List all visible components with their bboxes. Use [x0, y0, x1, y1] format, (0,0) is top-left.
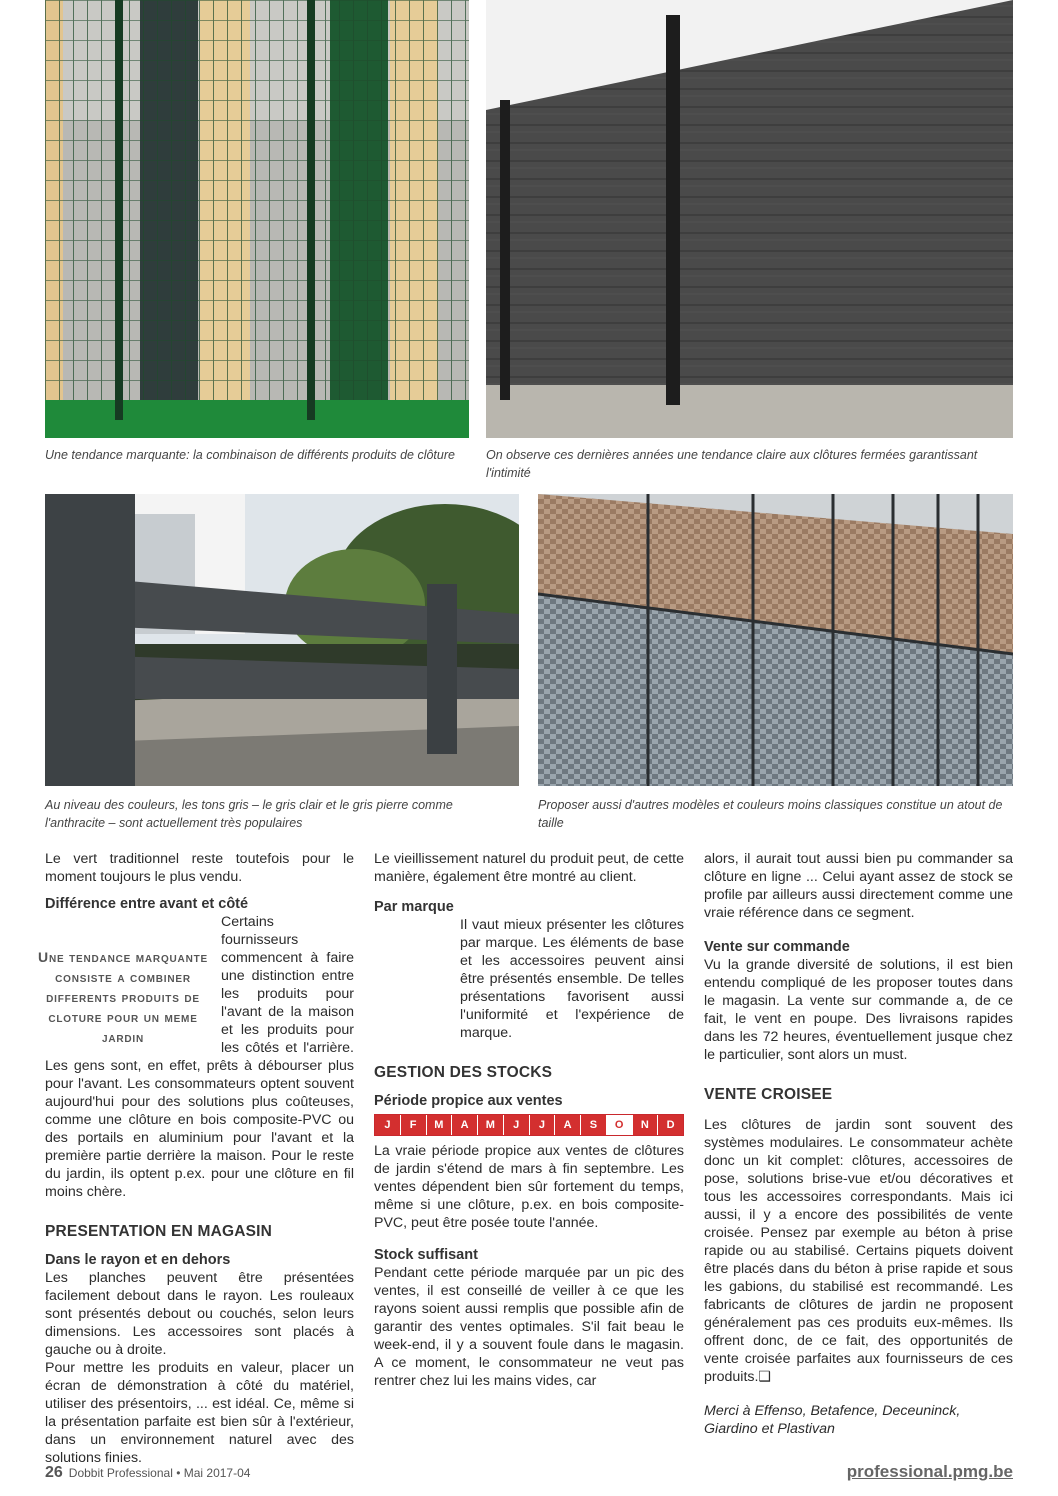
paragraph [704, 1116, 1013, 1386]
paragraph: Certains fournisseurs commencent à faire une distinction entre les produits pour l'avant de la maison et les produits pour les côtés et l'arrière. Les gens sont, en effet, prêts à débourser plus pour l'avant. Les consommateurs optent souvent aujourd'hui pour des solutions plus coûteuses, comme une clôture en bois composite-PVC ou des portails en aluminium pour l'avant et la première partie derrière la maison. Pour le reste du jardin, ils optent p.ex. pour une clôture en fil moins chère. [45, 914, 354, 1200]
month-cell: N [633, 1115, 659, 1135]
month-cell: A [555, 1115, 581, 1135]
month-cell: D [658, 1115, 683, 1135]
month-cell: M [427, 1115, 453, 1135]
caption-photo-1: Une tendance marquante: la combinaison de différents produits de clôture [45, 448, 455, 462]
paragraph: Pendant cette période marquée par un pic des ventes, il est conseillé de veiller à ce que les rayons soient aussi remplis que possible afin de garantir des ventes optimales. S'il fait beau le week-end, il y a souvent foule dans le magasin. A ce moment, le consommateur ne veut pas rentrer chez lui les mains vides, car [374, 1265, 684, 1389]
subheading-stock-suffisant: Stock suffisant [374, 1247, 478, 1263]
website-link[interactable]: professional.pmg.be [846, 1462, 1013, 1481]
paragraph: Pour mettre les produits en valeur, placer un écran de démonstration à côté du matériel, utiliser des présentoirs, ... est idéal. Ce, même si la présentation parfaite est bien sûr à l'extérieur, dans un environnement naturel avec des solutions finies. [45, 1360, 354, 1466]
subheading-periode: Période propice aux ventes [374, 1093, 563, 1109]
paragraph: Vu la grande diversité de solutions, il est bien entendu compliqué de les proposer toutes dans le magasin. La vente sur commande a, de ce fait, le vent en poupe. Des livraisons rapides dans les 72 heures, éventuellement jusque chez le particulier, sont alors un must. [704, 957, 1013, 1063]
photo-grey-rail-fence [45, 494, 519, 786]
paragraph-text: Les clôtures de jardin sont souvent des systèmes modulaires. Le consommateur achète donc un kit complet: clôtures, accessoires de pose, solutions brise-vue et/ou décoratives et tous les accessoires correspondants. Mais ici aussi, il y a encore des possibilités de vente croisée. Pensez par exemple au béton à prise rapide ou au stabilisé. Certains piquets doivent être placés dans du béton à prise rapide et sous les gabions, du stabilisé est recommandé. Les fabricants de clôtures de jardin ne proposent généralement pas ces produits eux-mêmes. Ils offrent donc, de ce fait, des opportunités de vente croisée parfaites aux fournisseurs de ces produits. [704, 1117, 1013, 1385]
subheading-par-marque: Par marque [374, 899, 454, 915]
paragraph: La vraie période propice aux ventes de clôtures de jardin s'étend de mars à fin septembre. Les ventes dépendent bien sûr fortement du temps, même si une clôture, p.ex. en bois composite-PVC, peut être posée toute l'année. [374, 1143, 684, 1231]
article-column-2 [374, 850, 684, 1390]
caption-photo-2: On observe ces dernières années une tendance claire aux clôtures fermées garantissant l'intimité [486, 448, 978, 480]
footer-publication [45, 1464, 250, 1482]
photo-closed-grey-fence [486, 0, 1013, 438]
caption-photo-4: Proposer aussi d'autres modèles et couleurs moins classiques constitue un atout de taille [538, 798, 1003, 830]
article-column-3 [704, 850, 1013, 1438]
month-cell: J [530, 1115, 556, 1135]
section-heading-presentation: PRESENTATION EN MAGASIN [45, 1223, 273, 1240]
paragraph: alors, il aurait tout aussi bien pu commander sa clôture en ligne ... Celui ayant assez de stock se profile par ailleurs aussi directement comme une vraie référence dans ce segment. [704, 851, 1013, 921]
month-cell: O [607, 1115, 633, 1135]
month-cell: A [452, 1115, 478, 1135]
pull-quote: Une tendance marquante consiste a combiner differents produits de cloture pour un meme jardin [38, 949, 208, 1045]
subheading-vente-commande: Vente sur commande [704, 939, 850, 955]
credits: Merci à Effenso, Betafence, Deceuninck, Giardino et Plastivan [704, 1403, 961, 1437]
month-cell: J [375, 1115, 401, 1135]
paragraph: Le vieillissement naturel du produit peut, de cette manière, également être montré au client. [374, 851, 684, 885]
section-heading-stocks: GESTION DES STOCKS [374, 1064, 553, 1081]
publication-name: Dobbit Professional • Mai 2017-04 [68, 1466, 251, 1480]
month-cell: M [478, 1115, 504, 1135]
subheading-rayon: Dans le rayon et en dehors [45, 1252, 231, 1268]
paragraph: Les planches peuvent être présentées facilement debout dans le rayon. Les rouleaux sont présentés debout ou couchés, selon leurs dimensions. Les accessoires sont placés à gauche ou à droite. [45, 1270, 354, 1358]
sales-months-calendar [374, 1114, 684, 1136]
month-cell: F [401, 1115, 427, 1135]
month-cell: J [504, 1115, 530, 1135]
section-heading-vente-croisee: VENTE CROISEE [704, 1086, 833, 1103]
paragraph: Il vaut mieux présenter les clôtures par marque. Les éléments de base et les accessoires peuvent ainsi être présentés ensemble. De telles présentations favorisent aussi l'uniformité et l'expérience de marque. [460, 917, 684, 1041]
month-cell: S [581, 1115, 607, 1135]
subheading-avant-cote: Différence entre avant et côté [45, 896, 249, 912]
article-column-1 [38, 850, 354, 1467]
end-mark-icon: ❑ [758, 1369, 772, 1385]
caption-photo-3: Au niveau des couleurs, les tons gris – le gris clair et le gris pierre comme l'anthracite – sont actuellement très populaires [45, 798, 453, 830]
paragraph: Le vert traditionnel reste toutefois pour le moment toujours le plus vendu. [45, 851, 354, 885]
page-number: 26 [45, 1464, 63, 1481]
photo-mixed-fence-panels [45, 0, 469, 438]
photo-woven-screen-fence [538, 494, 1013, 786]
